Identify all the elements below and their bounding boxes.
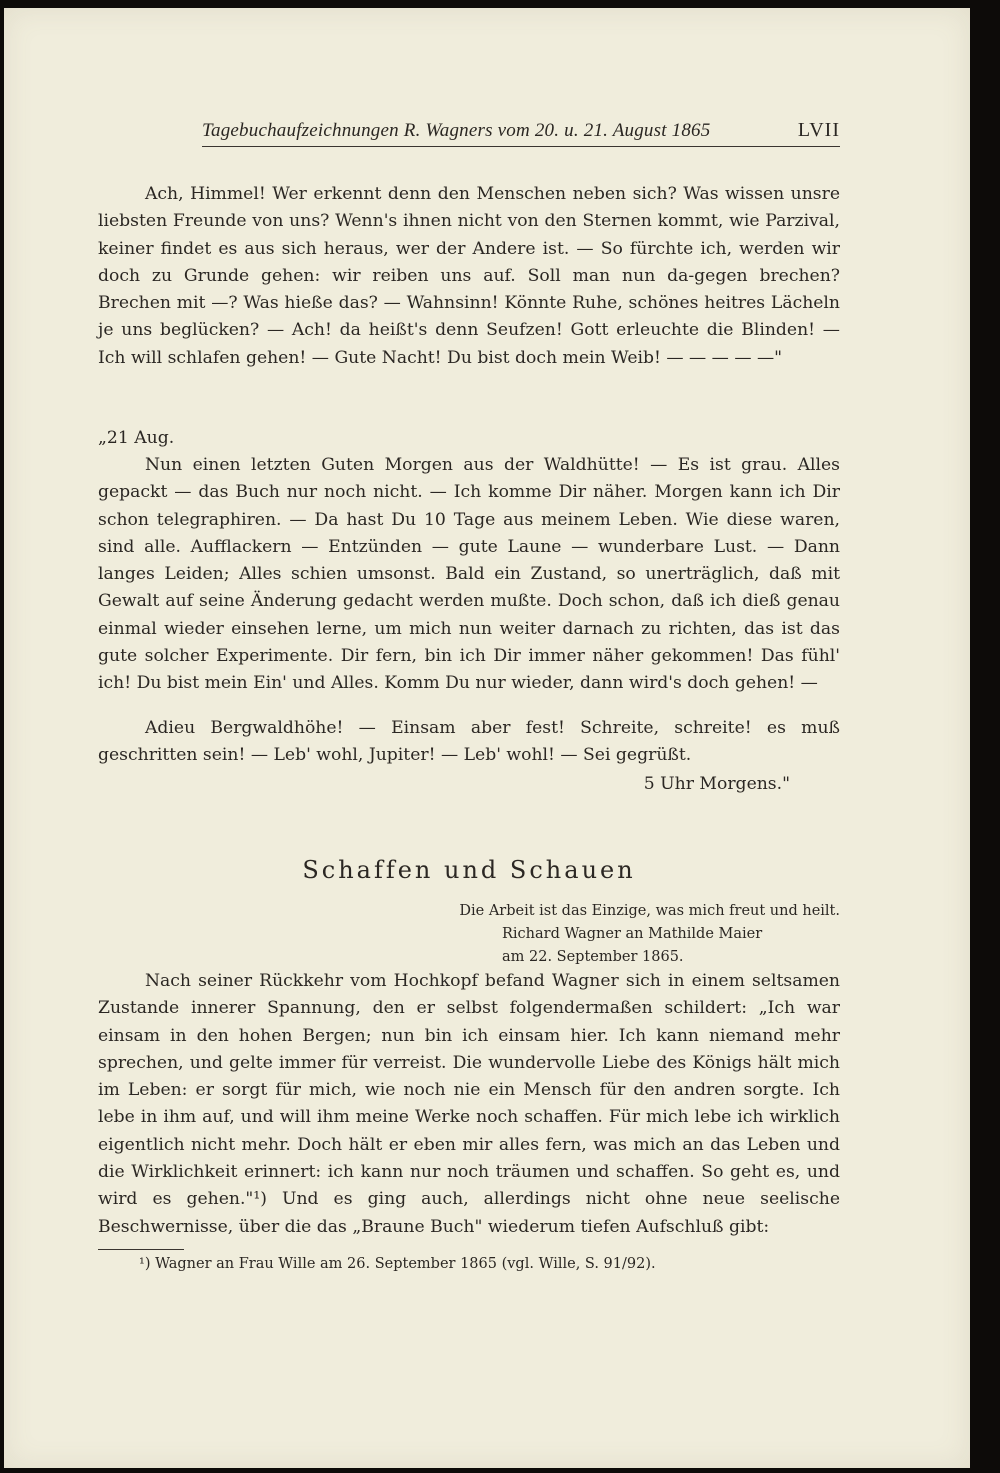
section-body-paragraph: Nach seiner Rückkehr vom Hochkopf befand Wagner sich in einem seltsamen Zustande innerer Spannung, den er selbst folgendermaßen schildert: „Ich war einsam in den hohen Bergen; nun bin ich einsam hier. Ich kann niemand mehr sprechen, und gelte immer für verreist. Die wundervolle Liebe des Königs hält mich im Leben: er sorgt für mich, wie noch nie ein Mensch für den andren sorgte. Ich lebe in ihm auf, und will ihm meine Werke noch schaffen. Für mich lebe ich wirklich eigentlich nicht mehr. Doch hält er eben mir alles fern, was mich an das Leben und die Wirklichkeit erinnert: ich kann nur noch träumen und schaffen. So geht es, und wird es gehen."¹) Und es ging auch, allerdings nicht ohne neue seelische Beschwernisse, über die das „Braune Buch" wiederum tiefen Aufschluß gibt: (98, 971, 840, 1237)
epigraph (380, 900, 840, 969)
running-title: Tagebuchaufzeichnungen R. Wagners vom 20. u. 21. August 1865 (202, 120, 711, 141)
diary-date-21-august: „21 Aug. (98, 428, 175, 448)
page-number: LVII (797, 119, 840, 141)
page-header (202, 116, 840, 147)
epigraph-quote: Die Arbeit ist das Einzige, was mich freut und heilt. (459, 903, 840, 919)
footnote-rule (98, 1249, 184, 1250)
diary-paragraph-21-august-1: Nun einen letzten Guten Morgen aus der Waldhütte! — Es ist grau. Alles gepackt — das Buch nur noch nicht. — Ich komme Dir näher. Morgen kann ich Dir schon telegraphiren. — Da hast Du 10 Tage aus meinem Leben. Wie diese waren, sind alle. Aufflackern — Entzünden — gute Laune — wunderbare Lust. — Dann langes Leiden; Alles schien umsonst. Bald ein Zustand, so unerträglich, daß mit Gewalt auf seine Änderung gedacht werden mußte. Doch schon, daß ich dieß genau einmal wieder einsehen lerne, um mich nun weiter darnach zu richten, das ist das gute solcher Experimente. Dir fern, bin ich Dir immer näher gekommen! Das fühl' ich! Du bist mein Ein' und Alles. Komm Du nur wieder, dann wird's doch gehen! — (98, 455, 840, 694)
section-title: Schaffen und Schauen (302, 856, 636, 884)
diary-paragraph-20-august: Ach, Himmel! Wer erkennt denn den Menschen neben sich? Was wissen unsre liebsten Freunde von uns? Wenn's ihnen nicht von den Sternen kommt, wie Parzival, keiner findet es aus sich heraus, wer der Andere ist. — So fürchte ich, werden wir doch zu Grunde gehen: wir reiben uns auf. Soll man nun da-gegen brechen? Brechen mit —? Was hieße das? — Wahnsinn! Könnte Ruhe, schönes heitres Lächeln je uns beglücken? — Ach! da heißt's denn Seufzen! Gott erleuchte die Blinden! — Ich will schlafen gehen! — Gute Nacht! Du bist doch mein Weib! — — — — —" (98, 184, 840, 368)
book-page (4, 8, 970, 1468)
epigraph-source: Richard Wagner an Mathilde Maier (502, 926, 763, 942)
footnote: ¹) Wagner an Frau Wille am 26. September 1865 (vgl. Wille, S. 91/92). (139, 1256, 656, 1272)
diary-closing-time: 5 Uhr Morgens." (643, 774, 790, 794)
epigraph-date: am 22. September 1865. (502, 949, 684, 965)
diary-paragraph-21-august-2: Adieu Bergwaldhöhe! — Einsam aber fest! Schreite, schreite! es muß geschritten sein! — Leb' wohl, Jupiter! — Leb' wohl! — Sei gegrüßt. (98, 718, 840, 766)
